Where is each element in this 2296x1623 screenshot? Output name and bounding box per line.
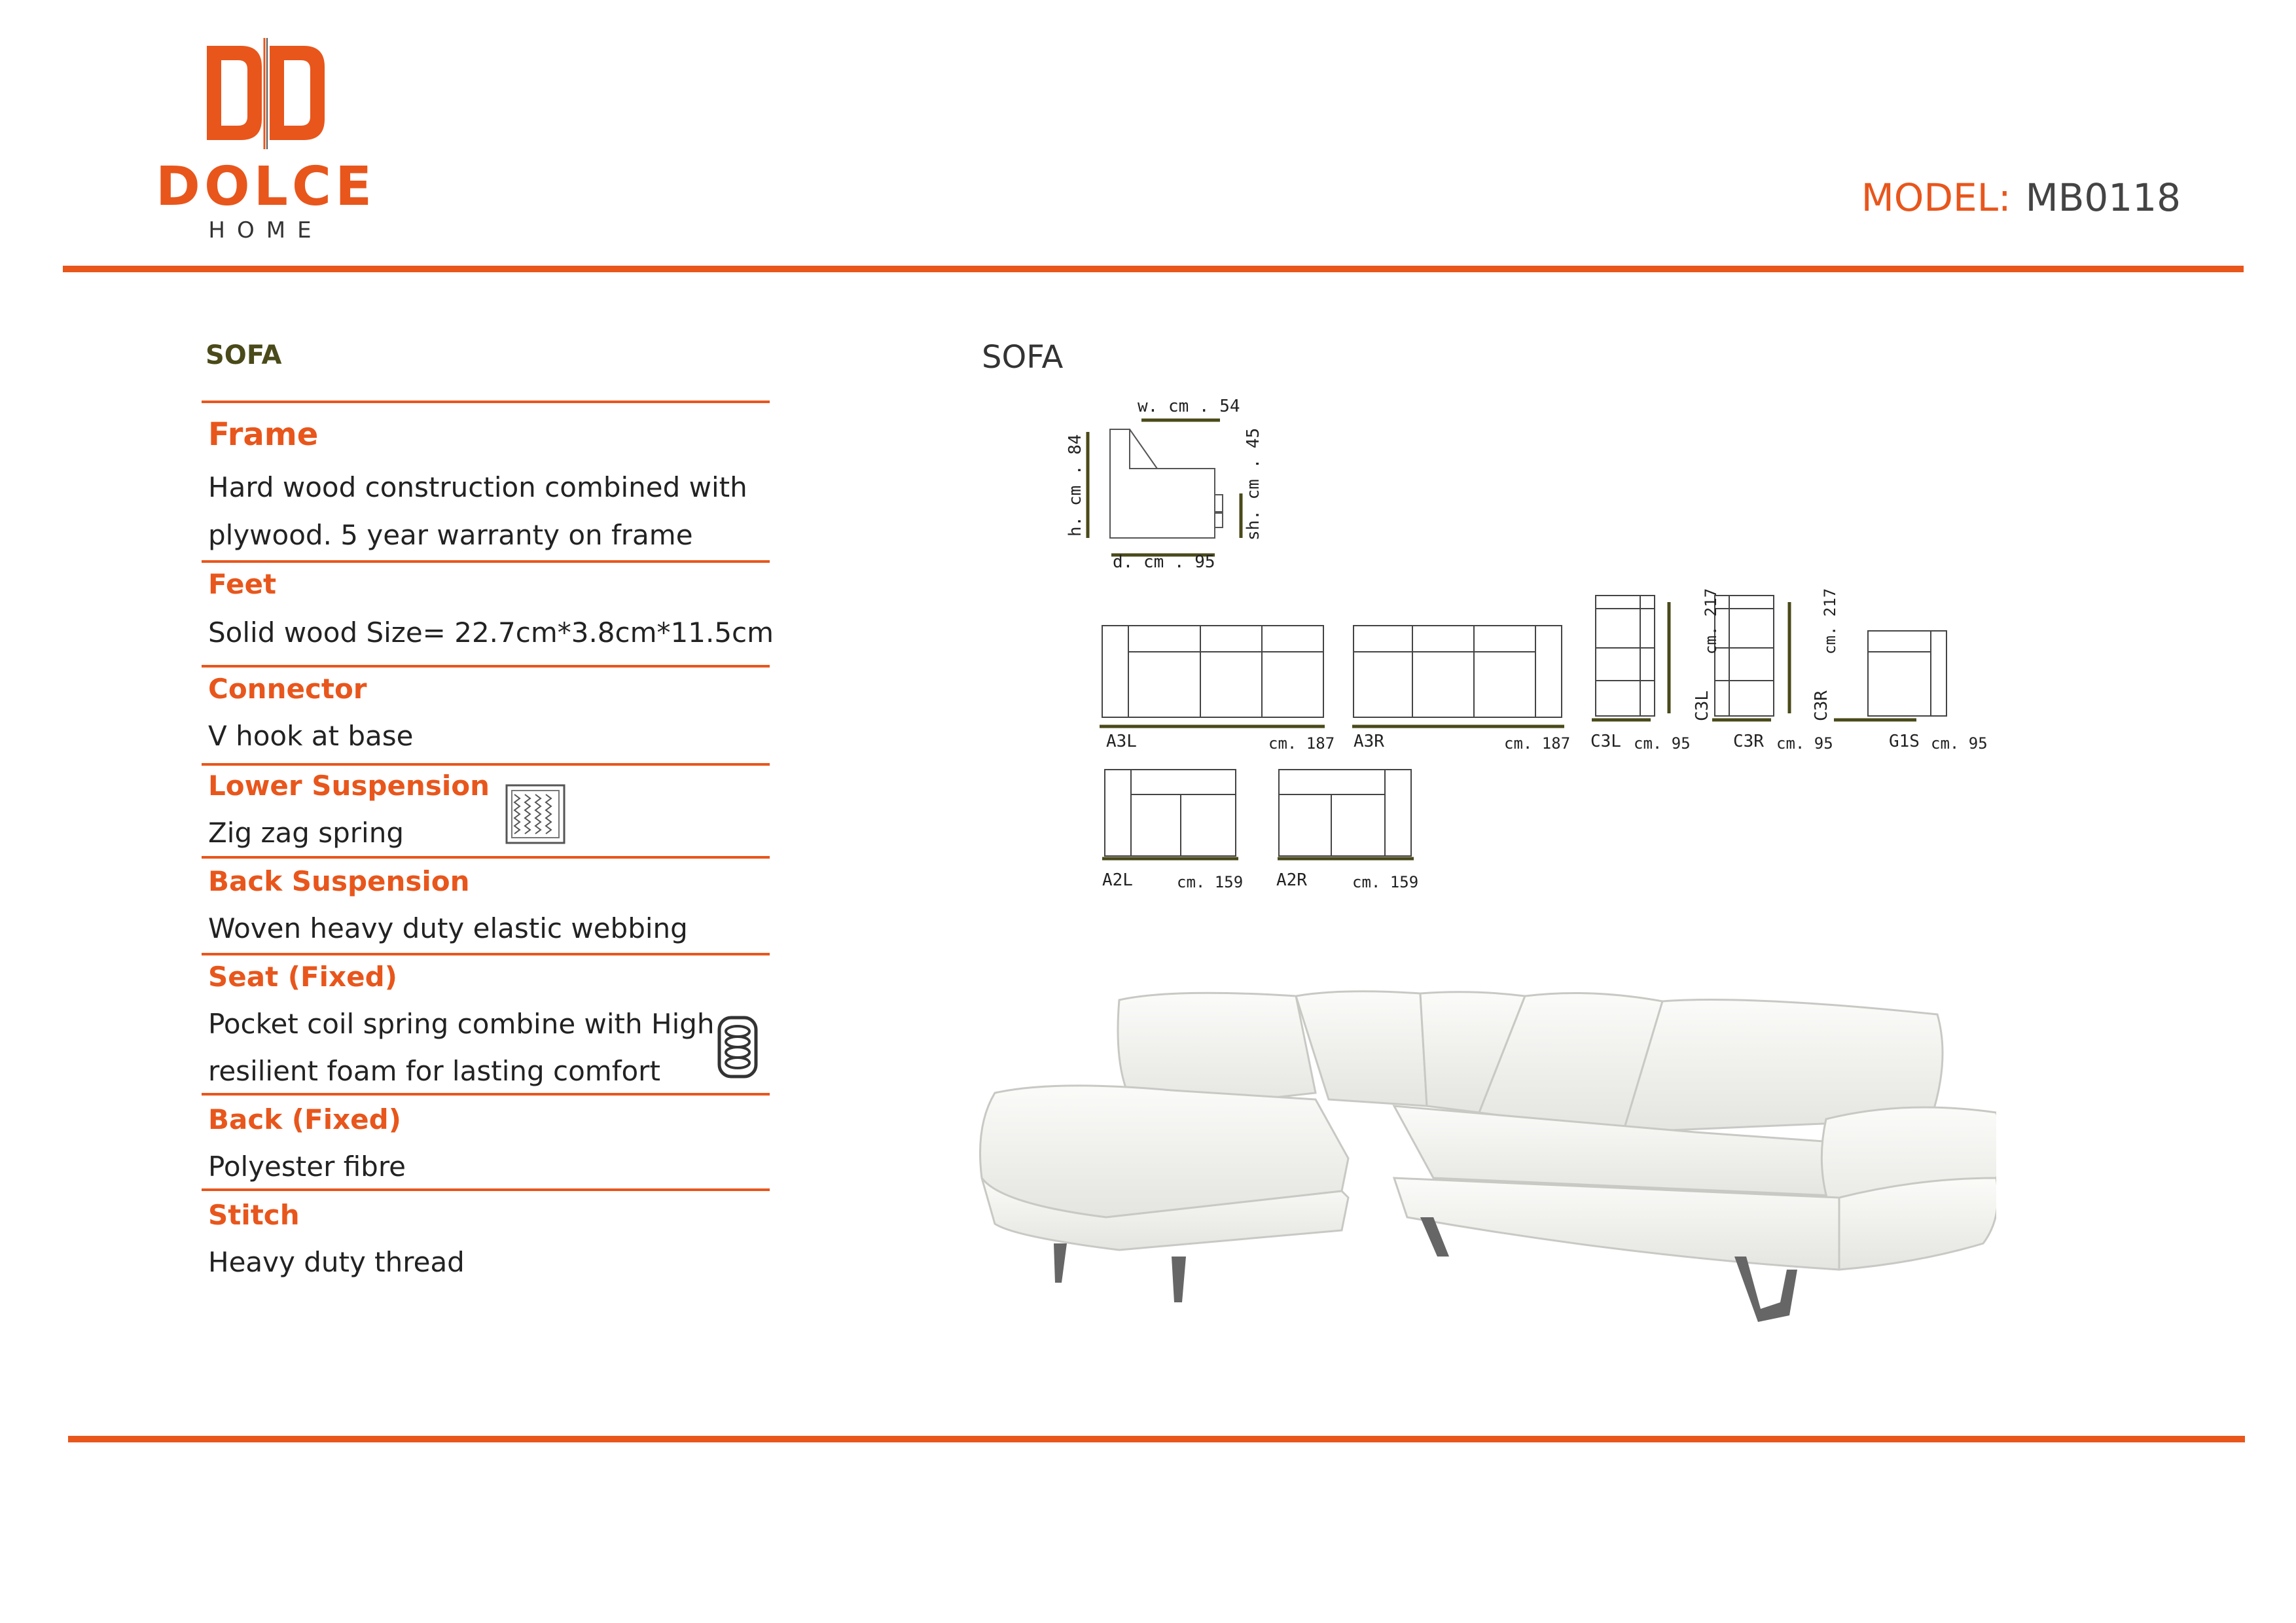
divider — [202, 953, 770, 955]
feet-line-1: Solid wood Size= 22.7cm*3.8cm*11.5cm — [208, 616, 774, 649]
pocket-coil-icon — [717, 1016, 758, 1079]
module-c3l-size: cm. 95 — [1634, 734, 1691, 753]
dim-width: w. cm . 54 — [1138, 397, 1240, 416]
sofa-product-image — [975, 982, 1996, 1335]
module-g1s-size: cm. 95 — [1931, 734, 1988, 753]
module-a2l-code: A2L — [1102, 870, 1133, 890]
divider — [202, 1188, 770, 1191]
dim-seat-height: sh. cm . 45 — [1244, 427, 1263, 541]
module-c3l-side-code: C3L — [1693, 690, 1712, 721]
heading-lower-suspension: Lower Suspension — [208, 770, 490, 802]
divider — [202, 560, 770, 563]
module-c3l-code: C3L — [1590, 732, 1621, 751]
model-label: MODEL: — [1861, 175, 2011, 220]
connector-line-1: V hook at base — [208, 720, 414, 752]
module-a3r-size: cm. 187 — [1504, 734, 1571, 753]
brand-sub: HOME — [208, 217, 323, 243]
brand-name: DOLCE — [155, 156, 376, 218]
divider — [202, 856, 770, 859]
heading-seat: Seat (Fixed) — [208, 961, 397, 993]
divider — [202, 1093, 770, 1096]
heading-stitch: Stitch — [208, 1199, 300, 1231]
divider — [202, 763, 770, 766]
lower-suspension-line-1: Zig zag spring — [208, 817, 404, 849]
module-a3l-code: A3L — [1106, 732, 1137, 751]
dim-height: h. cm . 84 — [1066, 434, 1085, 537]
footer-divider — [68, 1436, 2245, 1442]
heading-back-suspension: Back Suspension — [208, 865, 470, 897]
spec-title: SOFA — [206, 340, 282, 370]
header-divider — [63, 266, 2244, 272]
diagram-title: SOFA — [982, 339, 1064, 376]
module-g1s-code: G1S — [1889, 732, 1920, 751]
module-c3r-side: cm. 217 — [1821, 588, 1839, 654]
module-a2r-code: A2R — [1276, 870, 1307, 890]
dim-depth: d. cm . 95 — [1113, 552, 1215, 572]
module-c3r-code: C3R — [1733, 732, 1764, 751]
heading-frame: Frame — [208, 416, 319, 453]
divider — [202, 401, 770, 403]
heading-connector: Connector — [208, 673, 367, 705]
model-number — [1861, 175, 2181, 220]
heading-feet: Feet — [208, 568, 277, 600]
divider — [202, 665, 770, 668]
heading-back: Back (Fixed) — [208, 1103, 401, 1135]
back-line-1: Polyester fibre — [208, 1150, 406, 1183]
back-suspension-line-1: Woven heavy duty elastic webbing — [208, 912, 688, 944]
seat-line-2: resilient foam for lasting comfort — [208, 1055, 660, 1087]
module-c3r-side-code: C3R — [1812, 690, 1831, 721]
stitch-line-1: Heavy duty thread — [208, 1246, 465, 1278]
frame-line-1: Hard wood construction combined with — [208, 471, 747, 503]
seat-line-1: Pocket coil spring combine with High — [208, 1008, 715, 1040]
module-a3r-code: A3R — [1354, 732, 1384, 751]
dd-monogram-icon — [207, 38, 325, 149]
model-value: MB0118 — [2025, 175, 2181, 220]
module-a2l-size: cm. 159 — [1177, 873, 1244, 891]
zigzag-spring-icon — [505, 784, 565, 844]
module-c3l-side: cm. 217 — [1702, 588, 1720, 654]
module-a3l-size: cm. 187 — [1268, 734, 1335, 753]
module-c3r-size: cm. 95 — [1776, 734, 1833, 753]
module-a2r-size: cm. 159 — [1352, 873, 1419, 891]
frame-line-2: plywood. 5 year warranty on frame — [208, 519, 693, 551]
